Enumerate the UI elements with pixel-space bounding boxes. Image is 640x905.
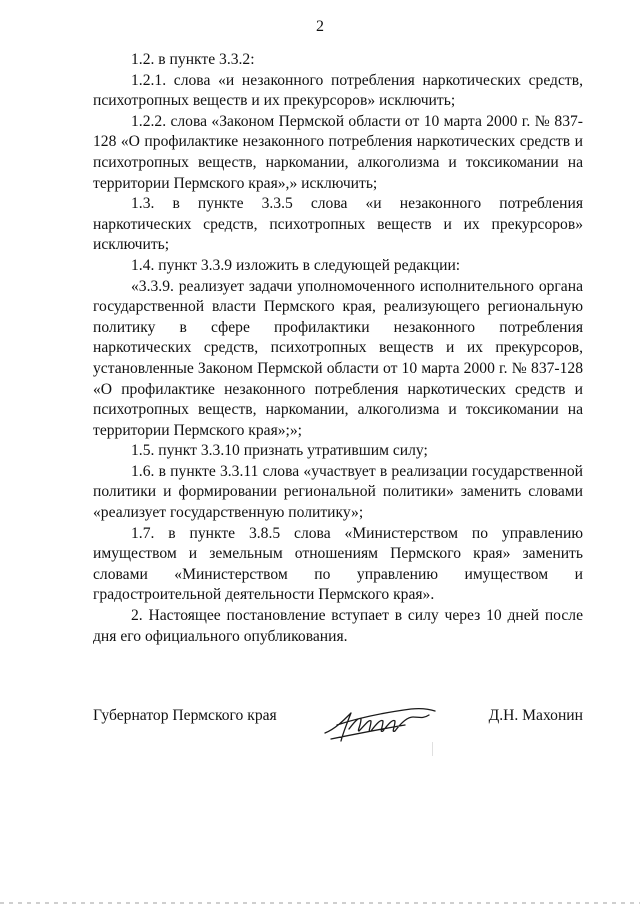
paragraph-1-5: 1.5. пункт 3.3.10 признать утратившим силу; [131,442,428,460]
document-body [93,50,583,647]
scan-edge-artifact [0,902,640,904]
paragraph-1-6: 1.6. в пункте 3.3.11 слова «участвует в реализации государственной политики и формировании региональной политики» заменить словами «реализует государственную политику»; [93,462,583,522]
paragraph-1-2: 1.2. в пункте 3.3.2: [131,51,255,68]
paragraph-2: 2. Настоящее постановление вступает в силу через 10 дней после дня его официального опубликования. [93,607,583,645]
paragraph-3-3-9-quote: «3.3.9. реализует задачи уполномоченного исполнительного органа государственной власти Пермского края, реализующего региональную политику в сфере профилактики незаконного потребления наркотических средств, психотропных веществ и их прекурсоров, установленные Законом Пермской области от 10 марта 2000 г. № 837-128 «О профилактике незаконного потребления наркотических средств и психотропных веществ, наркомании, алкоголизма и токсикомании на территории Пермского края»;»; [93,277,583,439]
paragraph-1-2-2: 1.2.2. слова «Законом Пермской области от 10 марта 2000 г. № 837-128 «О профилактике незаконного потребления наркотических средств и психотропных веществ, наркомании, алкоголизма и токсикомании на территории Пермского края»,» исключить; [93,112,583,192]
scan-artifact [432,742,433,756]
signatory-name: Д.Н. Махонин [488,707,583,724]
signature-block [93,707,583,747]
paragraph-1-2-1: 1.2.1. слова «и незаконного потребления наркотических средств, психотропных веществ и их прекурсоров» исключить; [93,71,583,110]
paragraph-1-4: 1.4. пункт 3.3.9 изложить в следующей редакции: [131,256,461,274]
handwritten-signature [321,699,441,749]
signatory-title: Губернатор Пермского края [93,707,277,724]
page-number: 2 [316,18,324,35]
paragraph-1-7: 1.7. в пункте 3.8.5 слова «Министерством по управлению имуществом и земельным отношениям Пермского края» заменить словами «Министерством по управлению имуществом и градостроительной деятельности Пермского края». [93,524,583,604]
paragraph-1-3: 1.3. в пункте 3.3.5 слова «и незаконного потребления наркотических средств, психотропных веществ и их прекурсоров» исключить; [93,195,583,254]
